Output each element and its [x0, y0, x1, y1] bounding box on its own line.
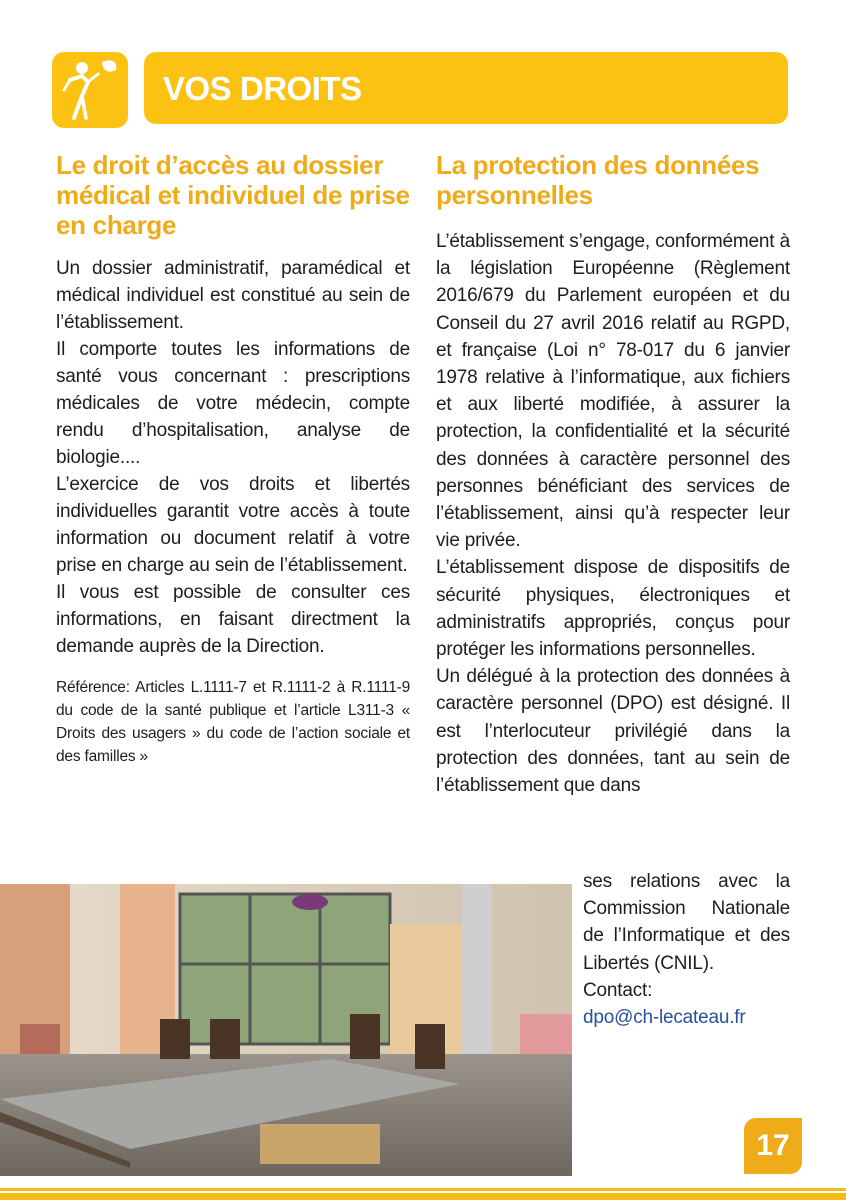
legal-reference: Référence: Articles L.1111-7 et R.1111-2 à R.1111-9 du code de la santé publique et l’article L311-3 « Droits des usagers » du code de l’action sociale et des familles »: [56, 679, 410, 765]
person-leaf-icon: [52, 52, 128, 128]
footer-stripe: [0, 1188, 846, 1200]
dpo-paragraph-continued: [583, 868, 790, 1031]
dpo-paragraph-tail: ses relations avec la Commission Nationale de l’Informatique et des Libertés (CNIL).: [583, 871, 790, 974]
protection-paragraph: L’établissement s’engage, conformément à la législation Européenne (Règlement 2016/679 du Parlement européen et du Conseil du 27 avril 2016 relatif au RGPD, et française (Loi n° 78-017 du 6 janvier 1978 relative à l’informatique, aux fichiers et aux liberté modifiée, à assurer la protection, la confidentialité et la sécurité des données à caractère personnel des personnes bénéficiant des services de l’établissement, ainsi qu’à respecter leur vie privée.: [436, 231, 790, 552]
access-paragraph: Il vous est possible de consulter ces informations, en faisant directment la demande auprès de la Direction.: [56, 582, 410, 657]
dining-room-photo: [0, 884, 572, 1176]
access-paragraph: L’exercice de vos droits et libertés individuelles garantit votre accès à toute information ou document relatif à votre prise en charge au sein de l’établissement.: [56, 474, 410, 576]
page-number: 17: [744, 1118, 802, 1174]
data-protection-heading: La protection des données personnelles: [436, 150, 760, 210]
contact-email-link[interactable]: dpo@ch-lecateau.fr: [583, 1007, 746, 1029]
access-paragraph: Un dossier administratif, paramédical et médical individuel est constitué au sein de l’établissement.: [56, 258, 410, 333]
right-column: [436, 150, 790, 799]
access-paragraph: Il comporte toutes les informations de santé vous concernant : prescriptions médicales de votre médecin, compte rendu d’hospitalisation, analyse de biologie....: [56, 339, 410, 468]
brand-logo: [52, 52, 128, 128]
page-title: VOS DROITS: [163, 70, 362, 107]
protection-paragraph: L’établissement dispose de dispositifs de sécurité physiques, électroniques et administratifs appropriés, conçus pour protéger les informations personnelles.: [436, 557, 790, 661]
access-heading: Le droit d’accès au dossier médical et individuel de prise en charge: [56, 150, 410, 240]
dpo-paragraph: Un délégué à la protection des données à caractère personnel (DPO) est désigné. Il est l’nterlocuteur privilégié dans la protection des données, tant au sein de l’établissement que dans: [436, 666, 790, 797]
contact-label: Contact:: [583, 979, 653, 1001]
section-header: [144, 52, 788, 124]
left-column: [56, 150, 410, 768]
